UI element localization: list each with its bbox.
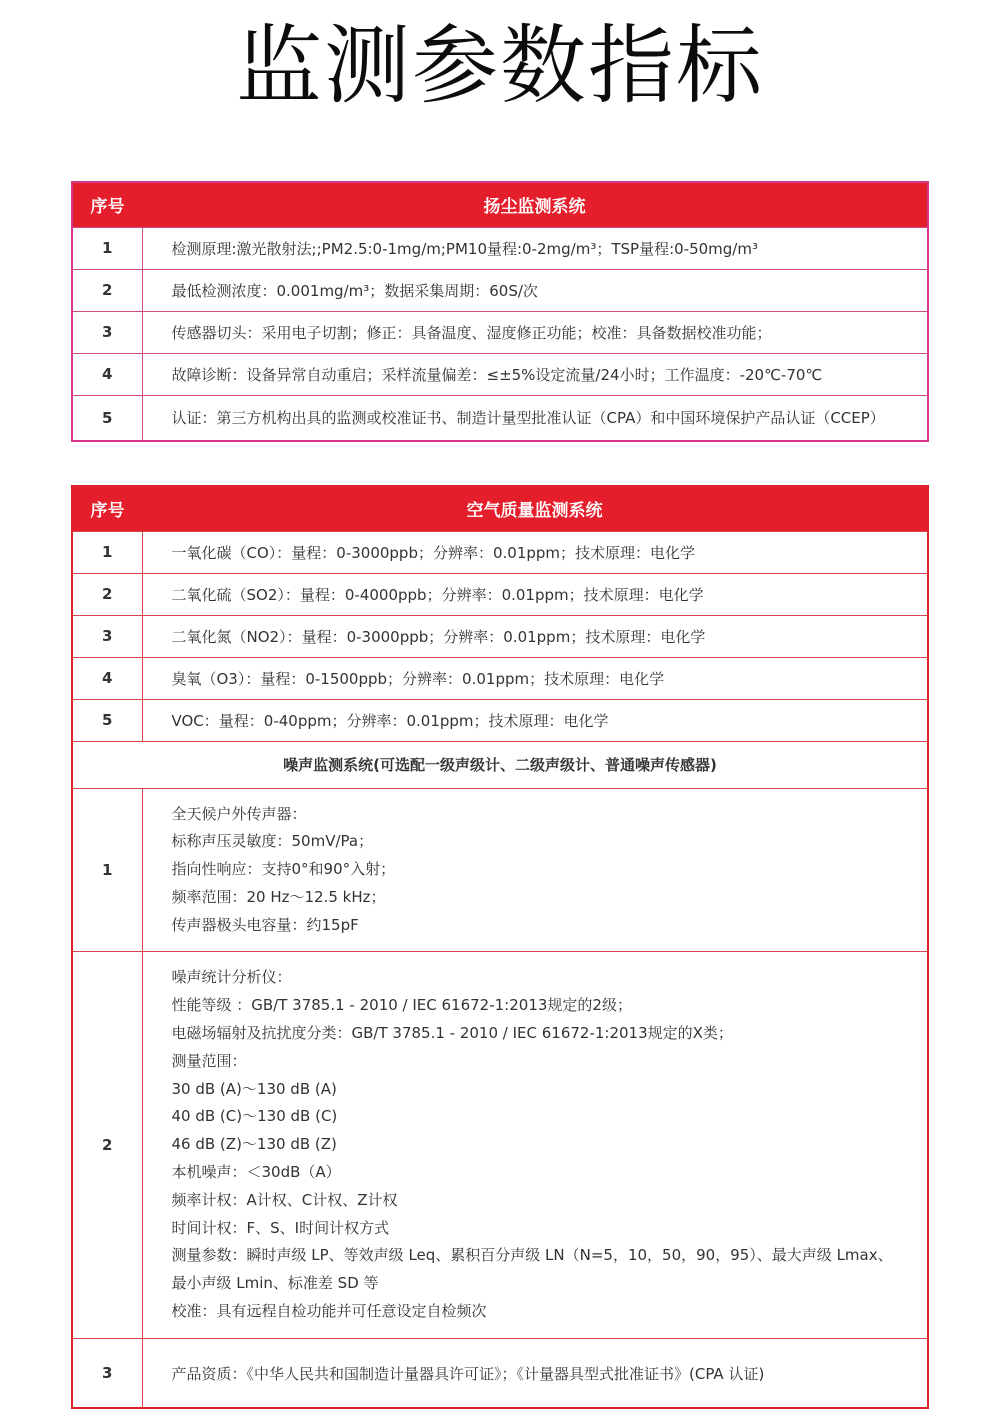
row-content: 故障诊断：设备异常自动重启；采样流量偏差：≤±5%设定流量/24小时；工作温度：-20℃-70℃	[142, 353, 928, 395]
row-index: 4	[72, 353, 142, 395]
row-content: 检测原理:激光散射法;;PM2.5:0-1mg/m;PM10量程:0-2mg/m³；TSP量程:0-50mg/m³	[142, 227, 928, 269]
row-content: 臭氧（O3）：量程：0-1500ppb；分辨率：0.01ppm；技术原理：电化学	[142, 657, 928, 699]
table-row	[72, 269, 928, 311]
air-system-header: 空气质量监测系统	[142, 486, 928, 531]
content-line: 性能等级 ：GB/T 3785.1 - 2010 / IEC 61672-1:2013规定的2级；	[171, 996, 632, 1015]
content-line: 测量范围：	[171, 1051, 247, 1070]
index-column-header: 序号	[72, 182, 142, 227]
noise-section-row	[72, 741, 928, 788]
table-row	[72, 788, 928, 952]
content-line: 本机噪声：＜30dB（A）	[171, 1163, 341, 1182]
table-row	[72, 615, 928, 657]
content-line: 标称声压灵敏度：50mV/Pa；	[171, 832, 374, 851]
row-content: 二氧化硫（SO2）：量程：0-4000ppb；分辨率：0.01ppm；技术原理：电化学	[142, 573, 928, 615]
dust-monitoring-table	[71, 181, 929, 442]
content-line: 指向性响应：支持0°和90°入射；	[171, 860, 396, 879]
table-row	[72, 573, 928, 615]
content-line: 最小声级 Lmin、标准差 SD 等	[171, 1274, 379, 1293]
row-content: VOC：量程：0-40ppm；分辨率：0.01ppm；技术原理：电化学	[142, 699, 928, 741]
row-content	[142, 788, 928, 952]
content-line: 测量参数：瞬时声级 LP、等效声级 Leq、累积百分声级 LN（N=5，10，50，90，95）、最大声级 Lmax、	[171, 1246, 893, 1265]
content-line: 校准：具有远程自检功能并可任意设定自检频次	[171, 1302, 487, 1321]
table-row	[72, 395, 928, 441]
content-line: 电磁场辐射及抗扰度分类：GB/T 3785.1 - 2010 / IEC 61672-1:2013规定的X类；	[171, 1024, 733, 1043]
row-index: 1	[72, 788, 142, 952]
table-row	[72, 531, 928, 573]
content-line: 时间计权：F、S、I时间计权方式	[171, 1218, 390, 1237]
row-content: 最低检测浓度：0.001mg/m³；数据采集周期：60S/次	[142, 269, 928, 311]
row-index: 2	[72, 573, 142, 615]
table-row	[72, 657, 928, 699]
table-row	[72, 1338, 928, 1408]
table-header-row	[72, 486, 928, 531]
content-line: 噪声统计分析仪：	[171, 968, 292, 987]
dust-system-header: 扬尘监测系统	[142, 182, 928, 227]
row-index: 2	[72, 952, 142, 1338]
content-line: 频率范围：20 Hz～12.5 kHz；	[171, 887, 386, 906]
table-row	[72, 227, 928, 269]
content-line: 全天候户外传声器：	[171, 804, 307, 823]
content-line: 频率计权：A计权、C计权、Z计权	[171, 1190, 398, 1209]
row-content: 传感器切头：采用电子切割；修正：具备温度、湿度修正功能；校准：具备数据校准功能；	[142, 311, 928, 353]
table-row	[72, 311, 928, 353]
index-column-header: 序号	[72, 486, 142, 531]
row-index: 2	[72, 269, 142, 311]
content-line: 46 dB (Z)～130 dB (Z)	[171, 1135, 337, 1154]
row-content: 二氧化氮（NO2）：量程：0-3000ppb；分辨率：0.01ppm；技术原理：电化学	[142, 615, 928, 657]
row-index: 4	[72, 657, 142, 699]
content-line: 30 dB (A)～130 dB (A)	[171, 1079, 337, 1098]
row-index: 3	[72, 1338, 142, 1408]
row-index: 1	[72, 531, 142, 573]
content-line: 40 dB (C)～130 dB (C)	[171, 1107, 338, 1126]
noise-section-title: 噪声监测系统(可选配一级声级计、二级声级计、普通噪声传感器)	[72, 741, 928, 788]
row-index: 1	[72, 227, 142, 269]
row-index: 5	[72, 395, 142, 441]
row-content	[142, 952, 928, 1338]
row-index: 3	[72, 311, 142, 353]
table-row	[72, 952, 928, 1338]
row-index: 3	[72, 615, 142, 657]
row-index: 5	[72, 699, 142, 741]
row-content: 一氧化碳（CO）：量程：0-3000ppb；分辨率：0.01ppm；技术原理：电化学	[142, 531, 928, 573]
table-header-row	[72, 182, 928, 227]
table-row	[72, 699, 928, 741]
table-row	[72, 353, 928, 395]
air-quality-table	[71, 485, 929, 1409]
row-content: 产品资质：《中华人民共和国制造计量器具许可证》；《计量器具型式批准证书》(CPA 认证)	[142, 1338, 928, 1408]
content-line: 传声器极头电容量：约15pF	[171, 915, 359, 934]
row-content: 认证：第三方机构出具的监测或校准证书、制造计量型批准认证（CPA）和中国环境保护产品认证（CCEP）	[142, 395, 928, 441]
page-title: 监测参数指标	[236, 16, 764, 116]
